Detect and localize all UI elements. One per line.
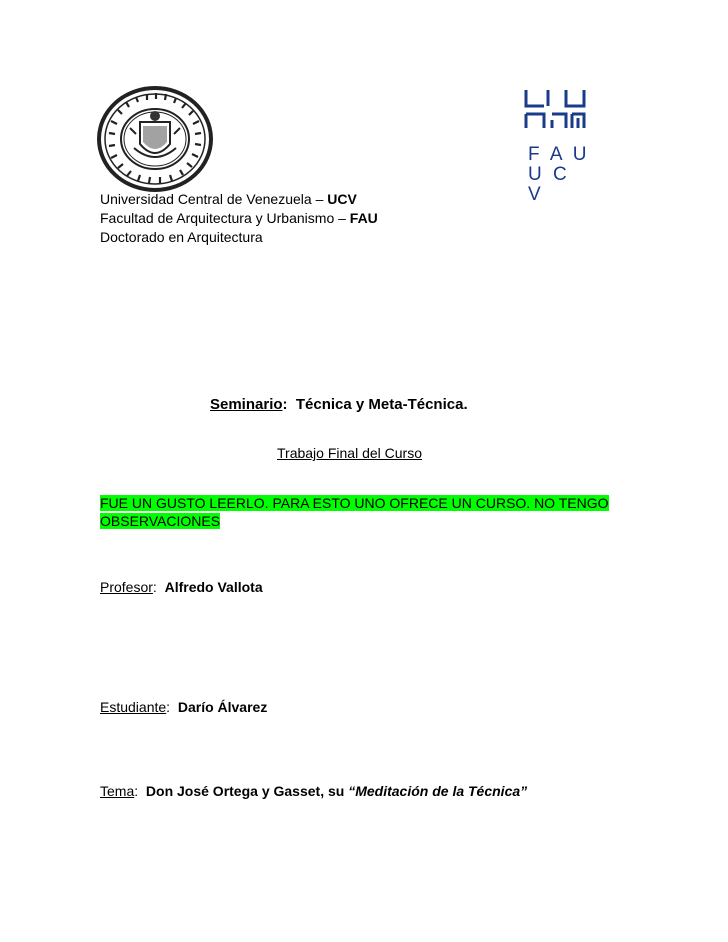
seminar-title: Técnica y Meta-Técnica. (295, 396, 468, 413)
fau-logo-text-line1: F A U (528, 144, 590, 165)
institution-ucv-text: Universidad Central de Venezuela – (100, 191, 328, 207)
student-line: Estudiante: Darío Álvarez (100, 699, 268, 715)
reviewer-comment (100, 494, 609, 530)
institution-doctorate-text: Doctorado en Arquitectura (100, 229, 263, 245)
reviewer-comment-line1: FUE UN GUSTO LEERLO. PARA ESTO UNO OFRECE UN CURSO. NO TENGO (100, 495, 609, 511)
institution-fau-text: Facultad de Arquitectura y Urbanismo – (100, 210, 350, 226)
professor-label: Profesor (100, 579, 153, 595)
student-label: Estudiante (100, 699, 167, 715)
reviewer-comment-line2: OBSERVACIONES (100, 513, 221, 529)
institution-line-ucv (100, 190, 357, 208)
fau-ucv-logo (522, 88, 592, 205)
institution-line-doctorate (100, 228, 263, 246)
fau-logo-text-line2: U C V (528, 164, 570, 205)
student-name: Darío Álvarez (177, 699, 268, 715)
fau-grid-icon (522, 88, 592, 140)
institution-fau-acronym: FAU (349, 210, 378, 226)
institution-ucv-acronym: UCV (327, 191, 357, 207)
seminar-heading (210, 396, 468, 414)
ucv-seal-icon (96, 86, 214, 192)
topic-line: Tema: Don José Ortega y Gasset, su “Meditación de la Técnica” (100, 783, 528, 799)
professor-name: Alfredo Vallota (164, 579, 263, 595)
course-subtitle: Trabajo Final del Curso (277, 445, 422, 461)
topic-prefix: Don José Ortega y Gasset, su (145, 783, 345, 799)
seminar-separator: : (282, 396, 288, 413)
ucv-seal-logo (96, 86, 214, 192)
professor-line: Profesor: Alfredo Vallota (100, 579, 263, 595)
institution-line-fau (100, 209, 378, 227)
seminar-label: Seminario (210, 396, 283, 413)
topic-label: Tema (100, 783, 135, 799)
topic-work-title: “Meditación de la Técnica” (348, 783, 528, 799)
